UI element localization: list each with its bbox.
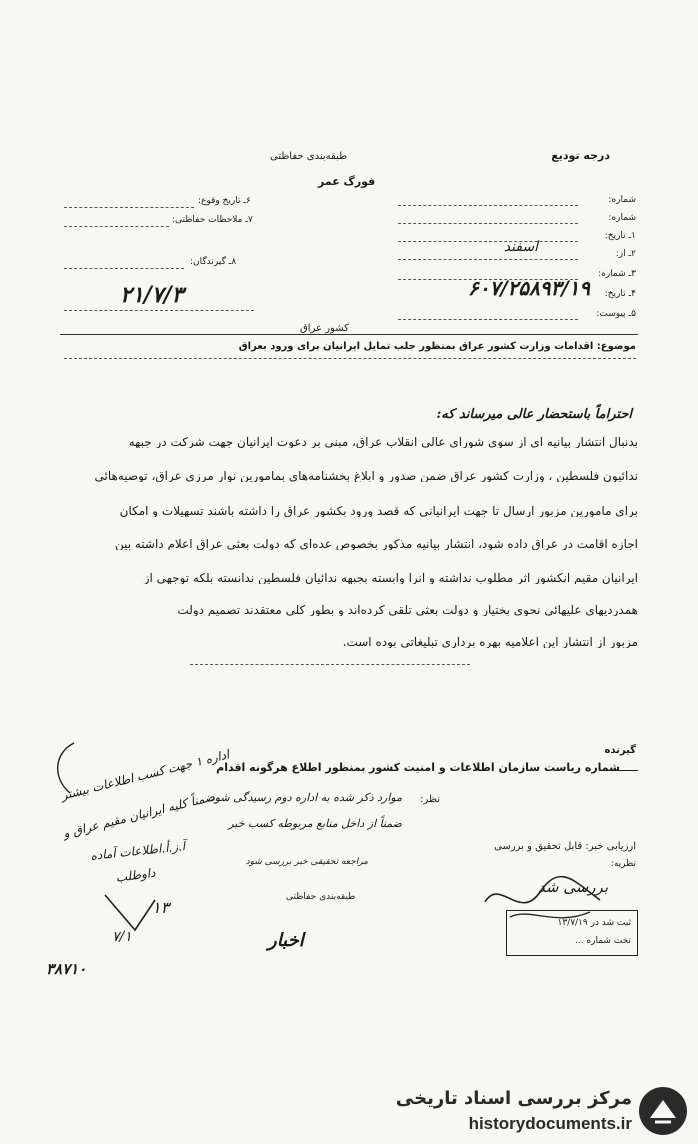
field-label: ۵ـ پیوست: — [596, 309, 636, 319]
classification-header: طبقه‌بندی حفاظتی — [270, 151, 348, 162]
recipient-text: شماره ریاست سازمان اطلاعات و امنیت کشور بمنظور اطلاع هرگونه اقدام — [216, 761, 620, 774]
body-line: برای مامورین مزبور ارسال تا جهت ایرانیانی که قصد ورود بکشور عراق را داشته باشند تسهیلات و امکان — [119, 505, 638, 517]
serial-number: ۳۸۷۱۰ — [46, 960, 87, 978]
date-handwritten: ۲۱/۷/۳ — [120, 282, 184, 308]
bottom-classification: طبقه‌بندی حفاظتی — [286, 892, 356, 902]
field-label: ۱ـ تاریخ: — [604, 231, 636, 241]
evaluation-line: ارزیابی خبر: قابل تحقیق و بررسی — [494, 841, 636, 852]
bottom-handwritten: اخبار — [268, 930, 304, 951]
field-label: ۲ـ از: — [615, 249, 636, 259]
hand-note-line: مراجعه تحقیقی خبر بررسی شود — [245, 857, 368, 867]
hand-note-line: ضمناً از داخل منابع مربوطه کسب خبر — [228, 817, 402, 830]
registration-stamp — [506, 910, 638, 956]
archive-logo-icon — [636, 1084, 690, 1138]
body-line: ایرانیان مقیم انکشور اثر مطلوب نداشته و آنرا وابسته بجبهه ندائیان فلسطین ندانسته بلکه توجهی از — [143, 572, 638, 584]
field-label: شماره: — [608, 195, 636, 205]
evaluation-label: نظریه: — [610, 859, 636, 869]
margin-bracket-icon — [44, 738, 84, 798]
margin-note-line: اداره ۱ جهت کسب اطلاعات بیشتر — [59, 747, 231, 803]
stamp-line: ثبت شد در ۱۳/۷/۱۹ — [557, 918, 631, 928]
margin-note-line: داوطلب — [114, 865, 157, 885]
margin-number: ۱۳ — [152, 898, 170, 917]
field-label: ۴ـ تاریخ: — [604, 289, 636, 299]
body-line: بدنبال انتشار بیانیه ای از سوی شورای عالی انقلاب عراق، مبنی بر دعوت ایرانیان جهت شرکت در جبهه — [128, 436, 638, 448]
margin-note-line: ضمناً کلیه ایرانیان مقیم عراق و — [61, 789, 217, 841]
divider — [60, 334, 638, 335]
subject-line: موضوع: اقدامات وزارت کشور عراق بمنظور جلب تمایل ایرانیان برای ورود بعراق — [238, 341, 636, 352]
field-label: ۷ـ ملاحظات حفاظتی: — [172, 215, 253, 225]
hand-note-line: موارد ذکر شده به اداره دوم رسیدگی شود — [209, 791, 402, 804]
body-line: اجازه اقامت در عراق داده شود، انتشار بیانیه مذکور بخصوص عده‌ای که دولت بعثی عراق اعلام داشته بین — [114, 538, 638, 550]
salutation: احتراماً باستحضار عالی میرساند که: — [436, 407, 632, 422]
stamp-line: تحت شماره ... — [574, 936, 631, 946]
margin-tick-icon — [100, 890, 160, 940]
from-handwritten: اسفند — [503, 239, 538, 255]
field-label: شماره: — [608, 213, 636, 223]
recipient-label: گیرنده — [604, 745, 636, 756]
signature-right: بررسی شد — [538, 878, 608, 896]
margin-note-line: آ.ز.أ.اطلاعات آماده — [89, 839, 186, 863]
body-line: همدردیهای علیهائی نحوی بختیار و دولت بعثی تلقی کرده‌اند و بطور کلی معتقدند تصمیم دولت — [177, 604, 638, 616]
opinion-label: نظر: — [420, 794, 440, 805]
letter-number-handwritten: ۶۰۷/۲۵۸۹۳/۱۹ — [467, 276, 590, 300]
watermark-org-name: مرکز بررسی اسناد تاریخی — [395, 1088, 632, 1109]
country-line: کشور عراق — [300, 323, 349, 334]
form-subtitle: فورگ عمر — [318, 175, 376, 188]
body-line: ندائیون فلسطین ، وزارت کشور عراق ضمن صدور و ابلاغ بخشنامه‌های بمامورین نوار مرزی عراق، توصیه‌هائی — [94, 470, 638, 482]
body-line: مزبور از انتشار این اعلامیه بهره برداری تبلیغاتی بوده است. — [342, 636, 638, 648]
field-label: ۳ـ شماره: — [598, 269, 636, 279]
margin-number: ۷/۱ — [112, 929, 132, 945]
field-label: ۶ـ تاریخ وقوع: — [198, 196, 251, 206]
priority-label: درجه تودیع — [551, 149, 610, 162]
field-label: ۸ـ گیرندگان: — [190, 257, 237, 267]
watermark-website: historydocuments.ir — [468, 1114, 632, 1133]
